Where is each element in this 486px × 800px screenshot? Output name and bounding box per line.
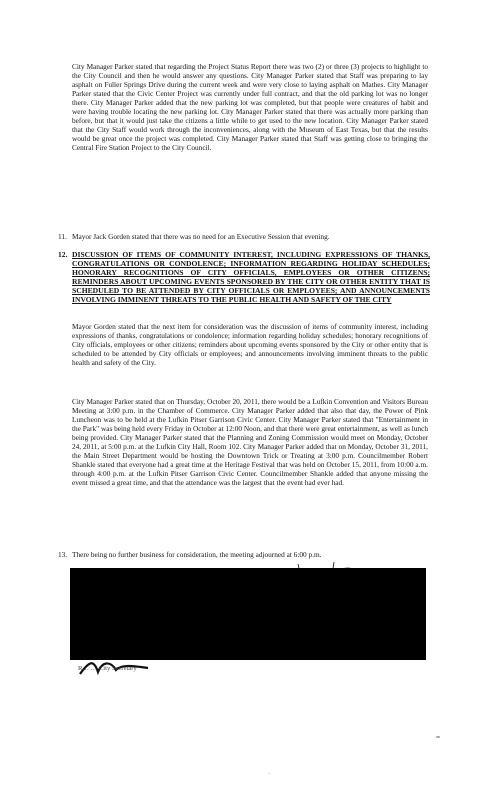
item-number: 11. (58, 232, 67, 241)
item-11 (58, 232, 430, 241)
item-number: 12. (58, 250, 68, 259)
item-text: Mayor Jack Gorden stated that there was no need for an Executive Session that evening. (72, 232, 330, 241)
scan-speck (436, 736, 440, 738)
item-text: There being no further business for consideration, the meeting adjourned at 6:00 p.m. (72, 550, 322, 559)
mayor-paragraph: Mayor Gorden stated that the next item for consideration was the discussion of items of community interest, including expressions of thanks, congratulations or condolence; information regarding holiday schedules; honorary recognitions of City officials, employees or other citizens; reminders about upcoming events sponsored by the City or other entity that is scheduled to be attended by City officials or employees; and announcements involving imminent threats to the public health and safety of the City. (72, 322, 428, 368)
item-13 (58, 550, 430, 559)
item-12-heading (58, 250, 430, 305)
signature-caption: R… … City Secretary (78, 665, 137, 672)
page-mark: · (268, 770, 271, 778)
item-number: 13. (58, 550, 68, 559)
redaction-block (70, 568, 426, 660)
status-report-paragraph: City Manager Parker stated that regarding the Project Status Report there was two (2) or three (3) projects to highlight to the City Council and then he would answer any questions. City Manager Parker stated that Staff was preparing to lay asphalt on Fuller Springs Drive during the current week and were very close to laying asphalt on Mathes. City Manager Parker stated that the Civic Center Project was currently under full contract, and that the old parking lot was no longer there. City Manager Parker added that the new parking lot was completed, but that people were creatures of habit and were having trouble locating the new parking lot. City Manager Parker stated that there was actually more parking than before, but that it would just take the citizens a little while to get used to the new location. City Manager Parker stated that the City Staff would work through the inconveniences, along with the Museum of East Texas, but that the results would be great once the project was completed. City Manager Parker stated that Staff was getting close to bringing the Central Fire Station Project to the City Council. (72, 62, 428, 153)
events-paragraph: City Manager Parker stated that on Thursday, October 20, 2011, there would be a Lufkin Convention and Visitors Bureau Meeting at 3:00 p.m. in the Chamber of Commerce. City Manager Parker added that also that day, the Power of Pink Luncheon was to be held at the Lufkin Pitser Garrison Civic Center. City Manager Parker stated that "Entertainment in the Park" was being held every Friday in October at 12:00 Noon, and that there were great entertainment, as well as lunch being provided. City Manager Parker stated that the Planning and Zoning Commission would meet on Monday, October 24, 2011, at 5:00 p.m. at the Lufkin City Hall, Room 102. City Manager Parker added that on Monday, October 31, 2011, the Main Street Department would be hosting the Downtown Trick or Treating at 3:00 p.m. Councilmember Robert Shankle stated that everyone had a great time at the Heritage Festival that was held on October 15, 2011, from 10:00 a.m. through 4:00 p.m. at the Lufkin Pitser Garrison Civic Center. Councilmember Shankle added that anyone missing the event missed a great time, and that the attendance was the largest that the event had ever had. (72, 397, 428, 488)
heading-text: DISCUSSION OF ITEMS OF COMMUNITY INTEREST, INCLUDING EXPRESSIONS OF THANKS, CONGRATULATIONS OR CONDOLENCE; INFORMATION REGARDING HOLIDAY SCHEDULES; HONORARY RECOGNITIONS OF CITY OFFICIALS, EMPLOYEES OR OTHER CITIZENS; REMINDERS ABOUT UPCOMING EVENTS SPONSORED BY THE CITY OR OTHER ENTITY THAT IS SCHEDULED TO BE ATTENDED BY CITY OFFICIALS OR EMPLOYEES; AND ANNOUNCEMENTS INVOLVING IMMINENT THREATS TO THE PUBLIC HEALTH AND SAFETY OF THE CITY (72, 250, 430, 305)
